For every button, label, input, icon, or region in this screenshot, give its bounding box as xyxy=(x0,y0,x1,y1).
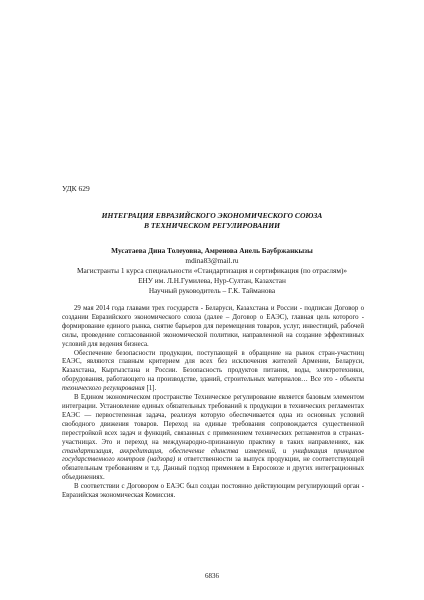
paragraph xyxy=(62,394,364,483)
italic-term: стандартизация, аккредитация, обеспечение единства измерений, и унификация принципов государственного контроля (надзора) xyxy=(62,447,364,464)
title-line-2: В ТЕХНИЧЕСКОМ РЕГУЛИРОВАНИИ xyxy=(143,221,281,230)
author-affiliation: Магистранты 1 курса специальности «Стандартизация и сертификация (по отраслям)» xyxy=(76,266,348,275)
article-body xyxy=(62,305,364,501)
page-number: 6836 xyxy=(205,572,219,580)
paragraph xyxy=(62,350,364,395)
author-university: ЕНУ им. Л.Н.Гумилева, Нур-Султан, Казахстан xyxy=(138,276,286,285)
article-title xyxy=(40,211,384,231)
text-run: и ответственности за выпуск продукции, не соответствующей обязательным требованиям и т.д. Данный подход применяем в Евросоюзе и других интеграционных объединениях. xyxy=(62,456,364,482)
title-line-1: ИНТЕГРАЦИЯ ЕВРАЗИЙСКОГО ЭКОНОМИЧЕСКОГО СОЮЗА xyxy=(101,211,323,220)
paragraph: 29 мая 2014 года главами трех государств - Беларуси, Казахстана и России - подписан Договор о создании Евразийского экономического союза (далее – Договор о ЕАЭС), главная цель которого - формирование единого рынка, снятие барьеров для перемещения товаров, услуг, инвестиций, рабочей силы, проведение согласованной экономической политики, направленной на создание эффективных условий для ведения бизнеса. xyxy=(62,305,364,348)
text-run: Обеспечение безопасности продукции, поступающей в обращение на рынок стран-участниц ЕАЭС, являются главным критерием для всех без исключения жителей Армении, Беларуси, Казахстана, Кыргызстана и России. Безопасность продуктов питания, воды, электротехники, оборудования, работающего на производстве, зданий, строительных материалов… Все это - объекты xyxy=(62,349,364,384)
author-block xyxy=(40,246,384,296)
text-run: [1]. xyxy=(144,385,157,393)
supervisor: Научный руководитель – Г.К. Тайманова xyxy=(148,286,276,295)
italic-term: технического регулирования xyxy=(62,385,145,393)
udk-code: УДК 629 xyxy=(62,184,90,193)
text-run: В Едином экономическом пространстве Техническое регулирование является базовым элементом интеграции. Установление единых обязательных требований к продукции в технических регламентах ЕАЭС — первостепенная задача, реализуя которую обеспечивается одна из основных условий свободного движения товаров. Переход на единые требования сопровождается существенной перестройкой всех задач и функций, связанных с применением технических регламентов в странах-участницах. Это и переход на международно-признанную практику в таких направлениях, как xyxy=(62,394,364,446)
paragraph: В соответствии с Договором о ЕАЭС был создан постоянно действующим регулирующий орган - Евразийская экономическая Комиссия. xyxy=(62,483,364,500)
author-email: mdina83@mail.ru xyxy=(185,256,239,265)
author-names: Мусатаева Дина Толеуовна, Амренова Аиель Баубржанкызы xyxy=(111,246,313,255)
